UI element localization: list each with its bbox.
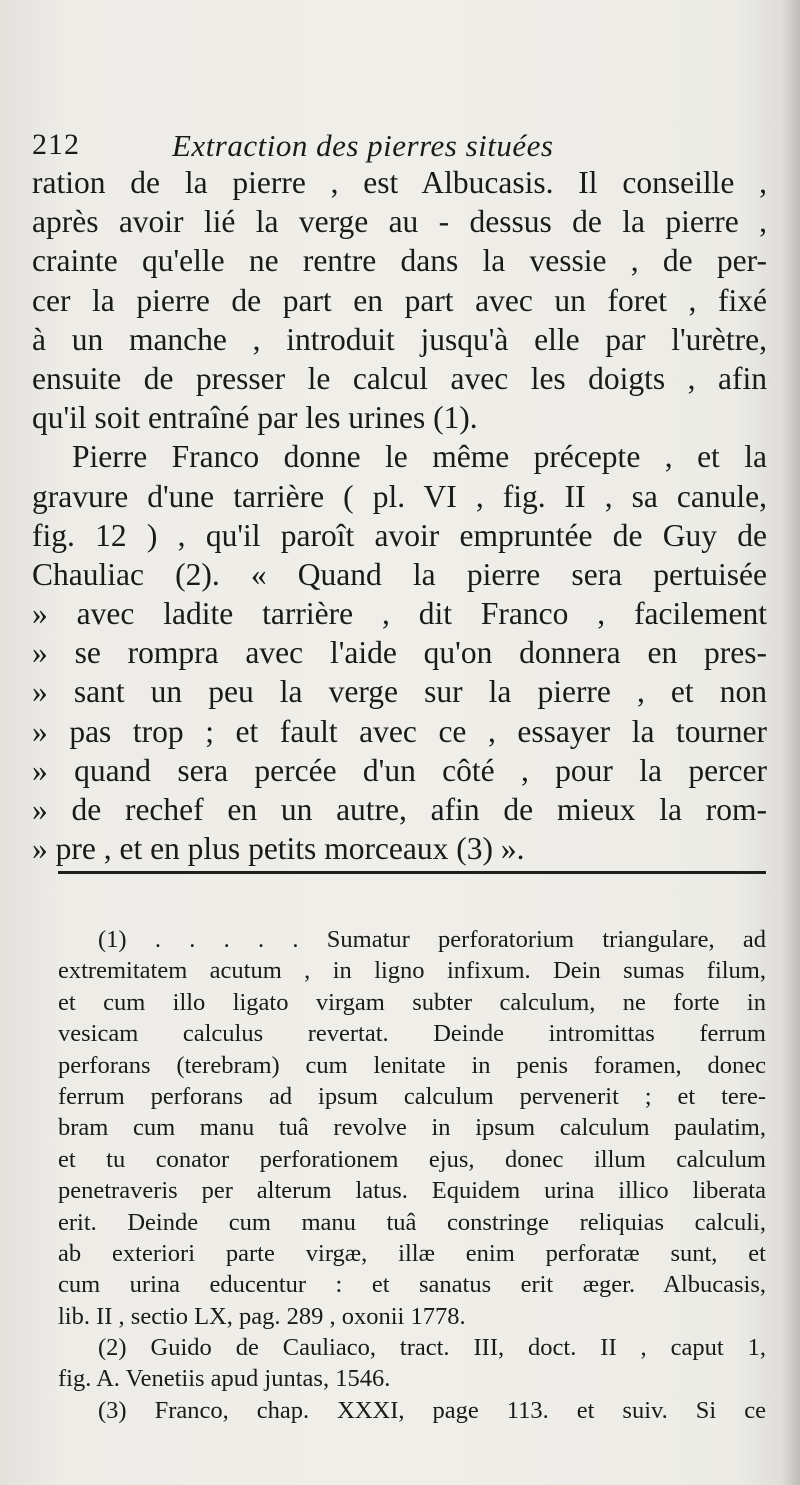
text-line: » pas trop ; et fault avec ce , essayer la tourner [32,713,767,749]
text-line: gravure d'une tarrière ( pl. VI , fig. II , sa canule, [32,478,767,514]
text-line: crainte qu'elle ne rentre dans la vessie , de per- [32,243,767,279]
footnote-line: vesicam calculus revertat. Deinde intromittas ferrum [58,1020,766,1048]
text-line: ensuite de presser le calcul avec les doigts , afin [32,360,767,396]
text-line: » sant un peu la verge sur la pierre , et non [32,674,767,710]
footnotes-block [58,924,766,1426]
text-line: cer la pierre de part en part avec un foret , fixé [32,282,767,318]
text-line: » pre , et en plus petits morceaux (3) ». [32,831,525,867]
footnote-line: cum urina educentur : et sanatus erit æger. Albucasis, [58,1271,766,1299]
footnote-line: extremitatem acutum , in ligno infixum. Dein sumas filum, [58,957,766,985]
footnote-line: (3) Franco, chap. XXXI, page 113. et suiv. Si ce [98,1396,766,1424]
running-title: Extraction des pierres situées [172,128,554,163]
page-header [32,128,772,168]
footnote-line: et tu conator perforationem ejus, donec illum calculum [58,1145,766,1173]
text-line: Chauliac (2). « Quand la pierre sera pertuisée [32,556,767,592]
footnote-line: perforans (terebram) cum lenitate in penis foramen, donec [58,1051,766,1079]
footnote-line: lib. II , sectio LX, pag. 289 , oxonii 1778. [58,1302,466,1330]
footnote-line: (2) Guido de Cauliaco, tract. III, doct. II , caput 1, [98,1334,766,1362]
text-line: » quand sera percée d'un côté , pour la percer [32,752,767,788]
footnote-line: penetraveris per alterum latus. Equidem urina illico liberata [58,1177,766,1205]
footnote-line: (1) . . . . . Sumatur perforatorium triangulare, ad [98,926,766,953]
footnote-line: bram cum manu tuâ revolve in ipsum calculum paulatim, [58,1114,766,1142]
text-line: » se rompra avec l'aide qu'on donnera en pres- [32,635,767,671]
text-line: après avoir lié la verge au - dessus de la pierre , [32,204,767,240]
text-line: fig. 12 ) , qu'il paroît avoir empruntée de Guy de [32,517,767,553]
footnote-line: et cum illo ligato virgam subter calculum, ne forte in [58,988,766,1016]
text-line: à un manche , introduit jusqu'à elle par l'urètre, [32,321,767,357]
footnote-line: ab exteriori parte virgæ, illæ enim perforatæ sunt, et [58,1239,766,1267]
footnote-separator-rule [58,871,766,874]
main-text-block [32,163,767,868]
text-line: Pierre Franco donne le même précepte , et la [72,439,767,475]
text-line: qu'il soit entraîné par les urines (1). [32,400,478,436]
footnote-line: fig. A. Venetiis apud juntas, 1546. [58,1365,391,1393]
text-line: » de rechef en un autre, afin de mieux la rom- [32,792,767,827]
page-number: 212 [32,128,80,161]
text-line: » avec ladite tarrière , dit Franco , facilement [32,596,767,632]
footnote-line: ferrum perforans ad ipsum calculum pervenerit ; et tere- [58,1082,766,1110]
footnote-line: erit. Deinde cum manu tuâ constringe reliquias calculi, [58,1208,766,1236]
text-line: ration de la pierre , est Albucasis. Il conseille , [32,165,767,200]
page-edge-shadow [782,0,800,1485]
